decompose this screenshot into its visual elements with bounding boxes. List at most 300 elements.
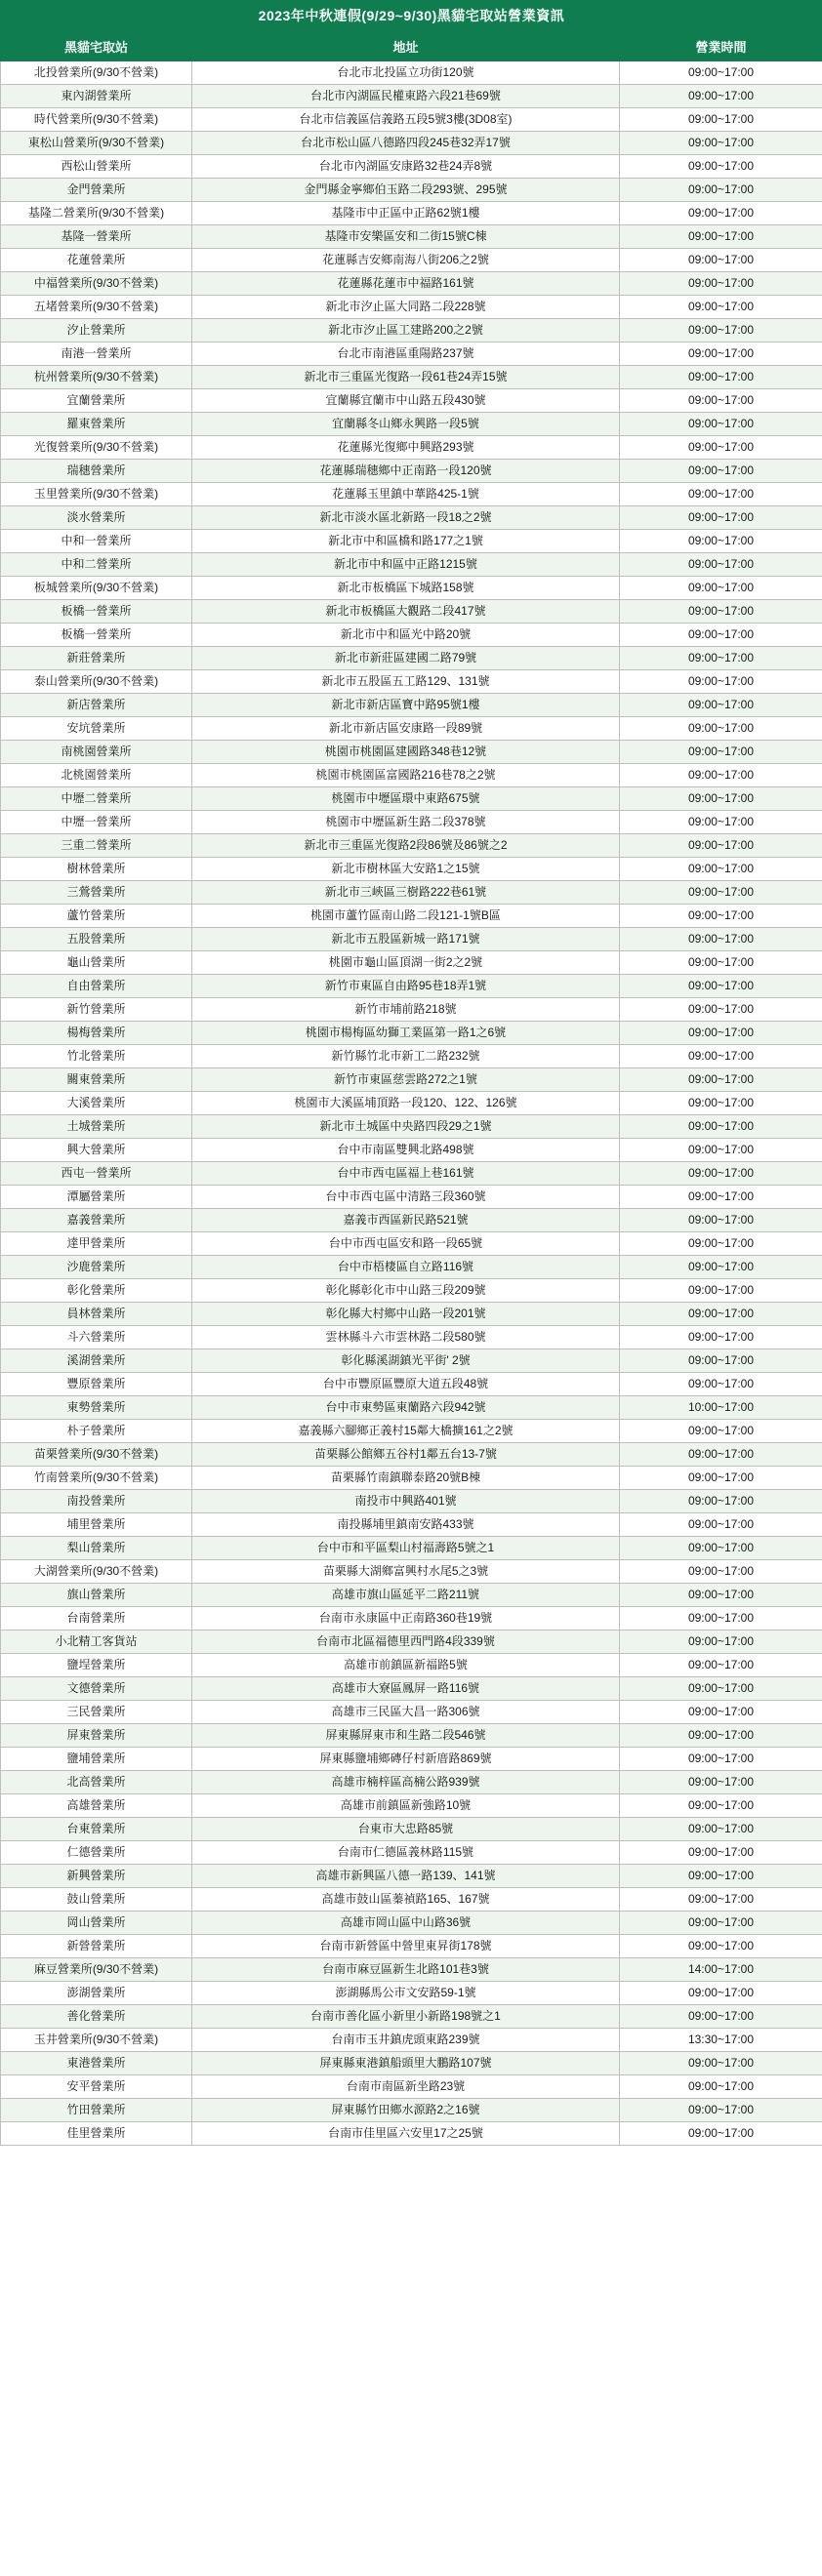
- cell-station: 時代營業所(9/30不營業): [1, 108, 192, 132]
- cell-station: 楊梅營業所: [1, 1022, 192, 1045]
- table-row: [1, 1303, 822, 1326]
- cell-station: 大湖營業所(9/30不營業): [1, 1560, 192, 1584]
- cell-hours: 09:00~17:00: [620, 1724, 822, 1748]
- cell-hours: 09:00~17:00: [620, 1209, 822, 1232]
- cell-hours: 09:00~17:00: [620, 670, 822, 694]
- cell-station: 新竹營業所: [1, 998, 192, 1022]
- cell-hours: 09:00~17:00: [620, 2052, 822, 2075]
- cell-station: 埔里營業所: [1, 1513, 192, 1537]
- cell-station: 朴子營業所: [1, 1420, 192, 1443]
- cell-station: 文德營業所: [1, 1677, 192, 1701]
- cell-hours: 09:00~17:00: [620, 1115, 822, 1139]
- cell-address: 台南市佳里區六安里17之25號: [192, 2122, 620, 2146]
- cell-hours: 09:00~17:00: [620, 249, 822, 272]
- cell-station: 中壢二營業所: [1, 787, 192, 811]
- table-row: [1, 2029, 822, 2052]
- cell-address: 桃園市楊梅區幼獅工業區第一路1之6號: [192, 1022, 620, 1045]
- cell-station: 高雄營業所: [1, 1794, 192, 1818]
- cell-station: 員林營業所: [1, 1303, 192, 1326]
- table-row: [1, 553, 822, 577]
- cell-hours: 09:00~17:00: [620, 975, 822, 998]
- column-header-hours: 營業時間: [620, 32, 822, 61]
- table-row: [1, 1982, 822, 2005]
- table-row: [1, 717, 822, 741]
- cell-address: 台南市善化區小新里小新路198號之1: [192, 2005, 620, 2029]
- table-row: [1, 951, 822, 975]
- cell-station: 羅東營業所: [1, 413, 192, 436]
- cell-station: 竹南營業所(9/30不營業): [1, 1467, 192, 1490]
- table-row: [1, 1045, 822, 1068]
- cell-station: 五股營業所: [1, 928, 192, 951]
- cell-station: 蘆竹營業所: [1, 905, 192, 928]
- cell-address: 台南市新營區中營里東昇街178號: [192, 1935, 620, 1958]
- table-row: [1, 155, 822, 179]
- table-row: [1, 389, 822, 413]
- cell-hours: 09:00~17:00: [620, 460, 822, 483]
- cell-hours: 09:00~17:00: [620, 1654, 822, 1677]
- cell-station: 自由營業所: [1, 975, 192, 998]
- cell-hours: 09:00~17:00: [620, 1888, 822, 1912]
- cell-hours: 09:00~17:00: [620, 1560, 822, 1584]
- cell-address: 雲林縣斗六市雲林路二段580號: [192, 1326, 620, 1349]
- cell-address: 新北市三重區光復路2段86號及86號之2: [192, 834, 620, 858]
- cell-station: 玉井營業所(9/30不營業): [1, 2029, 192, 2052]
- cell-hours: 09:00~17:00: [620, 1771, 822, 1794]
- cell-address: 高雄市新興區八德一路139、141號: [192, 1865, 620, 1888]
- cell-address: 花蓮縣玉里鎮中華路425-1號: [192, 483, 620, 506]
- cell-address: 台北市內湖區民權東路六段21巷69號: [192, 85, 620, 108]
- table-row: [1, 342, 822, 366]
- cell-station: 東內湖營業所: [1, 85, 192, 108]
- table-row: [1, 1209, 822, 1232]
- cell-station: 台南營業所: [1, 1607, 192, 1630]
- table-row: [1, 647, 822, 670]
- table-row: [1, 1724, 822, 1748]
- cell-address: 台中市西屯區中清路三段360號: [192, 1186, 620, 1209]
- table-row: [1, 764, 822, 787]
- table-row: [1, 483, 822, 506]
- cell-address: 澎湖縣馬公市文安路59-1號: [192, 1982, 620, 2005]
- cell-hours: 09:00~17:00: [620, 1186, 822, 1209]
- cell-hours: 09:00~17:00: [620, 1443, 822, 1467]
- cell-hours: 09:00~17:00: [620, 1092, 822, 1115]
- table-row: [1, 1139, 822, 1162]
- cell-station: 北高營業所: [1, 1771, 192, 1794]
- cell-hours: 09:00~17:00: [620, 764, 822, 787]
- cell-address: 新北市土城區中央路四段29之1號: [192, 1115, 620, 1139]
- cell-hours: 09:00~17:00: [620, 366, 822, 389]
- cell-station: 三民營業所: [1, 1701, 192, 1724]
- table-row: [1, 249, 822, 272]
- cell-station: 花蓮營業所: [1, 249, 192, 272]
- table-row: [1, 881, 822, 905]
- cell-hours: 09:00~17:00: [620, 647, 822, 670]
- cell-address: 桃園市中壢區環中東路675號: [192, 787, 620, 811]
- cell-hours: 09:00~17:00: [620, 1935, 822, 1958]
- cell-station: 大溪營業所: [1, 1092, 192, 1115]
- table-row: [1, 1537, 822, 1560]
- cell-station: 竹田營業所: [1, 2099, 192, 2122]
- cell-station: 善化營業所: [1, 2005, 192, 2029]
- cell-station: 中福營業所(9/30不營業): [1, 272, 192, 296]
- cell-station: 龜山營業所: [1, 951, 192, 975]
- table-row: [1, 1420, 822, 1443]
- cell-address: 高雄市前鎮區新福路5號: [192, 1654, 620, 1677]
- cell-address: 新竹市東區慈雲路272之1號: [192, 1068, 620, 1092]
- cell-station: 東松山營業所(9/30不營業): [1, 132, 192, 155]
- cell-hours: 09:00~17:00: [620, 1068, 822, 1092]
- cell-station: 泰山營業所(9/30不營業): [1, 670, 192, 694]
- table-row: [1, 741, 822, 764]
- cell-address: 嘉義市西區新民路521號: [192, 1209, 620, 1232]
- cell-address: 台北市松山區八德路四段245巷32弄17號: [192, 132, 620, 155]
- cell-hours: 09:00~17:00: [620, 553, 822, 577]
- cell-station: 東港營業所: [1, 2052, 192, 2075]
- table-row: [1, 202, 822, 225]
- table-row: [1, 998, 822, 1022]
- cell-hours: 09:00~17:00: [620, 436, 822, 460]
- cell-station: 中和二營業所: [1, 553, 192, 577]
- cell-hours: 09:00~17:00: [620, 1467, 822, 1490]
- cell-hours: 09:00~17:00: [620, 811, 822, 834]
- cell-station: 新店營業所: [1, 694, 192, 717]
- cell-station: 苗栗營業所(9/30不營業): [1, 1443, 192, 1467]
- cell-hours: 09:00~17:00: [620, 272, 822, 296]
- table-row: [1, 85, 822, 108]
- table-row: [1, 1279, 822, 1303]
- cell-station: 北投營業所(9/30不營業): [1, 61, 192, 85]
- table-row: [1, 834, 822, 858]
- cell-station: 小北精工客貨站: [1, 1630, 192, 1654]
- cell-hours: 09:00~17:00: [620, 1303, 822, 1326]
- cell-station: 溪湖營業所: [1, 1349, 192, 1373]
- cell-address: 南投縣埔里鎮南安路433號: [192, 1513, 620, 1537]
- cell-hours: 09:00~17:00: [620, 319, 822, 342]
- cell-address: 新北市中和區中正路1215號: [192, 553, 620, 577]
- table-row: [1, 811, 822, 834]
- cell-station: 旗山營業所: [1, 1584, 192, 1607]
- header-row: [1, 32, 822, 61]
- cell-station: 鹽埔營業所: [1, 1748, 192, 1771]
- cell-station: 彰化營業所: [1, 1279, 192, 1303]
- cell-address: 高雄市岡山區中山路36號: [192, 1912, 620, 1935]
- cell-hours: 09:00~17:00: [620, 132, 822, 155]
- cell-address: 宜蘭縣宜蘭市中山路五段430號: [192, 389, 620, 413]
- table-row: [1, 530, 822, 553]
- cell-address: 台北市信義區信義路五段5號3樓(3D08室): [192, 108, 620, 132]
- cell-hours: 09:00~17:00: [620, 951, 822, 975]
- cell-address: 新北市新莊區建國二路79號: [192, 647, 620, 670]
- cell-station: 杭州營業所(9/30不營業): [1, 366, 192, 389]
- table-row: [1, 1186, 822, 1209]
- cell-station: 梨山營業所: [1, 1537, 192, 1560]
- cell-address: 高雄市前鎮區新強路10號: [192, 1794, 620, 1818]
- cell-address: 花蓮縣光復鄉中興路293號: [192, 436, 620, 460]
- cell-station: 南投營業所: [1, 1490, 192, 1513]
- table-row: [1, 1630, 822, 1654]
- cell-station: 北桃園營業所: [1, 764, 192, 787]
- cell-address: 桃園市桃園區富國路216巷78之2號: [192, 764, 620, 787]
- cell-address: 基隆市中正區中正路62號1樓: [192, 202, 620, 225]
- cell-hours: 09:00~17:00: [620, 624, 822, 647]
- cell-address: 台南市南區新坐路23號: [192, 2075, 620, 2099]
- cell-hours: 09:00~17:00: [620, 1349, 822, 1373]
- table-row: [1, 1958, 822, 1982]
- cell-hours: 09:00~17:00: [620, 1912, 822, 1935]
- table-row: [1, 2099, 822, 2122]
- cell-station: 三重二營業所: [1, 834, 192, 858]
- cell-station: 中和一營業所: [1, 530, 192, 553]
- cell-address: 新竹縣竹北市新工二路232號: [192, 1045, 620, 1068]
- cell-hours: 09:00~17:00: [620, 1584, 822, 1607]
- cell-address: 台南市永康區中正南路360巷19號: [192, 1607, 620, 1630]
- cell-address: 台北市南港區重陽路237號: [192, 342, 620, 366]
- cell-address: 桃園市蘆竹區南山路二段121-1號B區: [192, 905, 620, 928]
- cell-address: 新北市板橋區下城路158號: [192, 577, 620, 600]
- table-row: [1, 2005, 822, 2029]
- cell-address: 新北市中和區橋和路177之1號: [192, 530, 620, 553]
- cell-station: 玉里營業所(9/30不營業): [1, 483, 192, 506]
- cell-address: 花蓮縣吉安鄉南海八街206之2號: [192, 249, 620, 272]
- cell-hours: 09:00~17:00: [620, 413, 822, 436]
- cell-station: 斗六營業所: [1, 1326, 192, 1349]
- cell-station: 佳里營業所: [1, 2122, 192, 2146]
- table-row: [1, 858, 822, 881]
- cell-address: 桃園市中壢區新生路二段378號: [192, 811, 620, 834]
- cell-hours: 09:00~17:00: [620, 858, 822, 881]
- cell-address: 南投市中興路401號: [192, 1490, 620, 1513]
- table-row: [1, 1841, 822, 1865]
- table-row: [1, 1373, 822, 1396]
- cell-station: 興大營業所: [1, 1139, 192, 1162]
- table-row: [1, 1115, 822, 1139]
- table-row: [1, 1256, 822, 1279]
- cell-address: 新北市汐止區工建路200之2號: [192, 319, 620, 342]
- cell-station: 潭屬營業所: [1, 1186, 192, 1209]
- cell-address: 新北市新店區寶中路95號1樓: [192, 694, 620, 717]
- cell-address: 台北市內湖區安康路32巷24弄8號: [192, 155, 620, 179]
- cell-address: 宜蘭縣冬山鄉永興路一段5號: [192, 413, 620, 436]
- cell-address: 台南市仁德區義林路115號: [192, 1841, 620, 1865]
- cell-station: 三鶯營業所: [1, 881, 192, 905]
- cell-address: 台北市北投區立功街120號: [192, 61, 620, 85]
- cell-station: 光復營業所(9/30不營業): [1, 436, 192, 460]
- table-row: [1, 975, 822, 998]
- cell-address: 新北市淡水區北新路一段18之2號: [192, 506, 620, 530]
- cell-hours: 09:00~17:00: [620, 1865, 822, 1888]
- cell-address: 苗栗縣公館鄉五谷村1鄰五台13-7號: [192, 1443, 620, 1467]
- table-row: [1, 1326, 822, 1349]
- table-row: [1, 787, 822, 811]
- cell-station: 台東營業所: [1, 1818, 192, 1841]
- table-row: [1, 108, 822, 132]
- table-body: [1, 61, 822, 2146]
- table-row: [1, 1349, 822, 1373]
- cell-hours: 09:00~17:00: [620, 1490, 822, 1513]
- column-header-station: 黑貓宅取站: [1, 32, 192, 61]
- cell-hours: 14:00~17:00: [620, 1958, 822, 1982]
- cell-station: 麻豆營業所(9/30不營業): [1, 1958, 192, 1982]
- cell-hours: 09:00~17:00: [620, 1326, 822, 1349]
- cell-address: 花蓮縣花蓮市中福路161號: [192, 272, 620, 296]
- cell-hours: 09:00~17:00: [620, 741, 822, 764]
- cell-address: 屏東縣竹田鄉水源路2之16號: [192, 2099, 620, 2122]
- cell-hours: 09:00~17:00: [620, 928, 822, 951]
- cell-station: 仁德營業所: [1, 1841, 192, 1865]
- cell-hours: 10:00~17:00: [620, 1396, 822, 1420]
- cell-station: 基隆二營業所(9/30不營業): [1, 202, 192, 225]
- cell-address: 苗栗縣竹南鎮聯泰路20號B棟: [192, 1467, 620, 1490]
- cell-hours: 09:00~17:00: [620, 577, 822, 600]
- table-row: [1, 670, 822, 694]
- cell-station: 鹽埕營業所: [1, 1654, 192, 1677]
- cell-hours: 09:00~17:00: [620, 1022, 822, 1045]
- cell-address: 新竹市埔前路218號: [192, 998, 620, 1022]
- table-row: [1, 1513, 822, 1537]
- cell-address: 桃園市大溪區埔頂路一段120、122、126號: [192, 1092, 620, 1115]
- table-row: [1, 1092, 822, 1115]
- cell-hours: 09:00~17:00: [620, 1982, 822, 2005]
- cell-hours: 09:00~17:00: [620, 787, 822, 811]
- cell-hours: 09:00~17:00: [620, 881, 822, 905]
- cell-hours: 09:00~17:00: [620, 179, 822, 202]
- cell-station: 關東營業所: [1, 1068, 192, 1092]
- cell-address: 台南市玉井鎮虎頭東路239號: [192, 2029, 620, 2052]
- table-row: [1, 1022, 822, 1045]
- cell-station: 金門營業所: [1, 179, 192, 202]
- cell-hours: 09:00~17:00: [620, 1748, 822, 1771]
- cell-address: 新北市樹林區大安路1之15號: [192, 858, 620, 881]
- table-row: [1, 1443, 822, 1467]
- table-row: [1, 2122, 822, 2146]
- cell-address: 高雄市大寮區鳳屏一路116號: [192, 1677, 620, 1701]
- cell-hours: 09:00~17:00: [620, 1232, 822, 1256]
- table-header: [1, 32, 822, 61]
- cell-station: 鼓山營業所: [1, 1888, 192, 1912]
- table-row: [1, 296, 822, 319]
- table-row: [1, 1560, 822, 1584]
- cell-hours: 09:00~17:00: [620, 1256, 822, 1279]
- cell-hours: 09:00~17:00: [620, 1677, 822, 1701]
- table-row: [1, 61, 822, 85]
- cell-hours: 09:00~17:00: [620, 600, 822, 624]
- cell-address: 桃園市龜山區頂湖一街2之2號: [192, 951, 620, 975]
- table-row: [1, 905, 822, 928]
- cell-station: 豐原營業所: [1, 1373, 192, 1396]
- cell-address: 台中市南區雙興北路498號: [192, 1139, 620, 1162]
- cell-address: 高雄市旗山區延平二路211號: [192, 1584, 620, 1607]
- cell-hours: 09:00~17:00: [620, 1373, 822, 1396]
- cell-hours: 09:00~17:00: [620, 1701, 822, 1724]
- cell-address: 桃園市桃園區建國路348巷12號: [192, 741, 620, 764]
- cell-address: 屏東縣鹽埔鄉磚仔村新庴路869號: [192, 1748, 620, 1771]
- cell-station: 板城營業所(9/30不營業): [1, 577, 192, 600]
- cell-address: 台中市東勢區東蘭路六段942號: [192, 1396, 620, 1420]
- table-row: [1, 179, 822, 202]
- table-row: [1, 624, 822, 647]
- table-row: [1, 928, 822, 951]
- table-row: [1, 1584, 822, 1607]
- cell-station: 宜蘭營業所: [1, 389, 192, 413]
- cell-station: 屏東營業所: [1, 1724, 192, 1748]
- table-row: [1, 1677, 822, 1701]
- cell-station: 汐止營業所: [1, 319, 192, 342]
- cell-station: 五堵營業所(9/30不營業): [1, 296, 192, 319]
- table-row: [1, 1162, 822, 1186]
- cell-station: 淡水營業所: [1, 506, 192, 530]
- cell-address: 新北市板橋區大觀路二段417號: [192, 600, 620, 624]
- table-title: 2023年中秋連假(9/29~9/30)黑貓宅取站營業資訊: [0, 0, 822, 31]
- cell-address: 金門縣金寧鄉伯玉路二段293號、295號: [192, 179, 620, 202]
- cell-address: 彰化縣大村鄉中山路一段201號: [192, 1303, 620, 1326]
- cell-hours: 09:00~17:00: [620, 1162, 822, 1186]
- cell-station: 土城營業所: [1, 1115, 192, 1139]
- cell-station: 嘉義營業所: [1, 1209, 192, 1232]
- cell-hours: 09:00~17:00: [620, 1841, 822, 1865]
- cell-hours: 09:00~17:00: [620, 1794, 822, 1818]
- cell-address: 屏東縣東港鎮船頭里大鵬路107號: [192, 2052, 620, 2075]
- cell-address: 新北市三重區光復路一段61巷24弄15號: [192, 366, 620, 389]
- cell-hours: 09:00~17:00: [620, 905, 822, 928]
- table-row: [1, 1771, 822, 1794]
- cell-hours: 09:00~17:00: [620, 530, 822, 553]
- table-row: [1, 436, 822, 460]
- cell-address: 苗栗縣大湖鄉富興村水尾5之3號: [192, 1560, 620, 1584]
- cell-hours: 09:00~17:00: [620, 296, 822, 319]
- cell-station: 基隆一營業所: [1, 225, 192, 249]
- cell-station: 沙鹿營業所: [1, 1256, 192, 1279]
- cell-address: 高雄市鼓山區蓁禎路165、167號: [192, 1888, 620, 1912]
- cell-hours: 09:00~17:00: [620, 1630, 822, 1654]
- cell-hours: 09:00~17:00: [620, 155, 822, 179]
- cell-address: 台南市麻豆區新生北路101巷3號: [192, 1958, 620, 1982]
- cell-address: 高雄市三民區大昌一路306號: [192, 1701, 620, 1724]
- table-row: [1, 506, 822, 530]
- cell-hours: 09:00~17:00: [620, 1139, 822, 1162]
- cell-hours: 09:00~17:00: [620, 834, 822, 858]
- cell-address: 基隆市安樂區安和二街15號C棟: [192, 225, 620, 249]
- table-row: [1, 1701, 822, 1724]
- cell-station: 新莊營業所: [1, 647, 192, 670]
- cell-station: 新營營業所: [1, 1935, 192, 1958]
- table-row: [1, 2075, 822, 2099]
- table-row: [1, 225, 822, 249]
- table-row: [1, 1748, 822, 1771]
- cell-station: 南港一營業所: [1, 342, 192, 366]
- cell-address: 新北市汐止區大同路二段228號: [192, 296, 620, 319]
- cell-address: 台中市西屯區安和路一段65號: [192, 1232, 620, 1256]
- cell-hours: 09:00~17:00: [620, 1420, 822, 1443]
- table-row: [1, 600, 822, 624]
- table-row: [1, 1654, 822, 1677]
- cell-address: 彰化縣溪湖鎮光平街' 2號: [192, 1349, 620, 1373]
- cell-hours: 09:00~17:00: [620, 108, 822, 132]
- cell-station: 板橋一營業所: [1, 600, 192, 624]
- cell-address: 彰化縣彰化市中山路三段209號: [192, 1279, 620, 1303]
- table-row: [1, 1935, 822, 1958]
- cell-address: 台中市豐原區豐原大道五段48號: [192, 1373, 620, 1396]
- cell-hours: 09:00~17:00: [620, 2005, 822, 2029]
- cell-hours: 09:00~17:00: [620, 202, 822, 225]
- cell-address: 新北市新店區安康路一段89號: [192, 717, 620, 741]
- table-row: [1, 272, 822, 296]
- table-row: [1, 1888, 822, 1912]
- table-row: [1, 2052, 822, 2075]
- cell-address: 屏東縣屏東市和生路二段546號: [192, 1724, 620, 1748]
- table-row: [1, 1396, 822, 1420]
- cell-station: 板橋一營業所: [1, 624, 192, 647]
- table-row: [1, 1912, 822, 1935]
